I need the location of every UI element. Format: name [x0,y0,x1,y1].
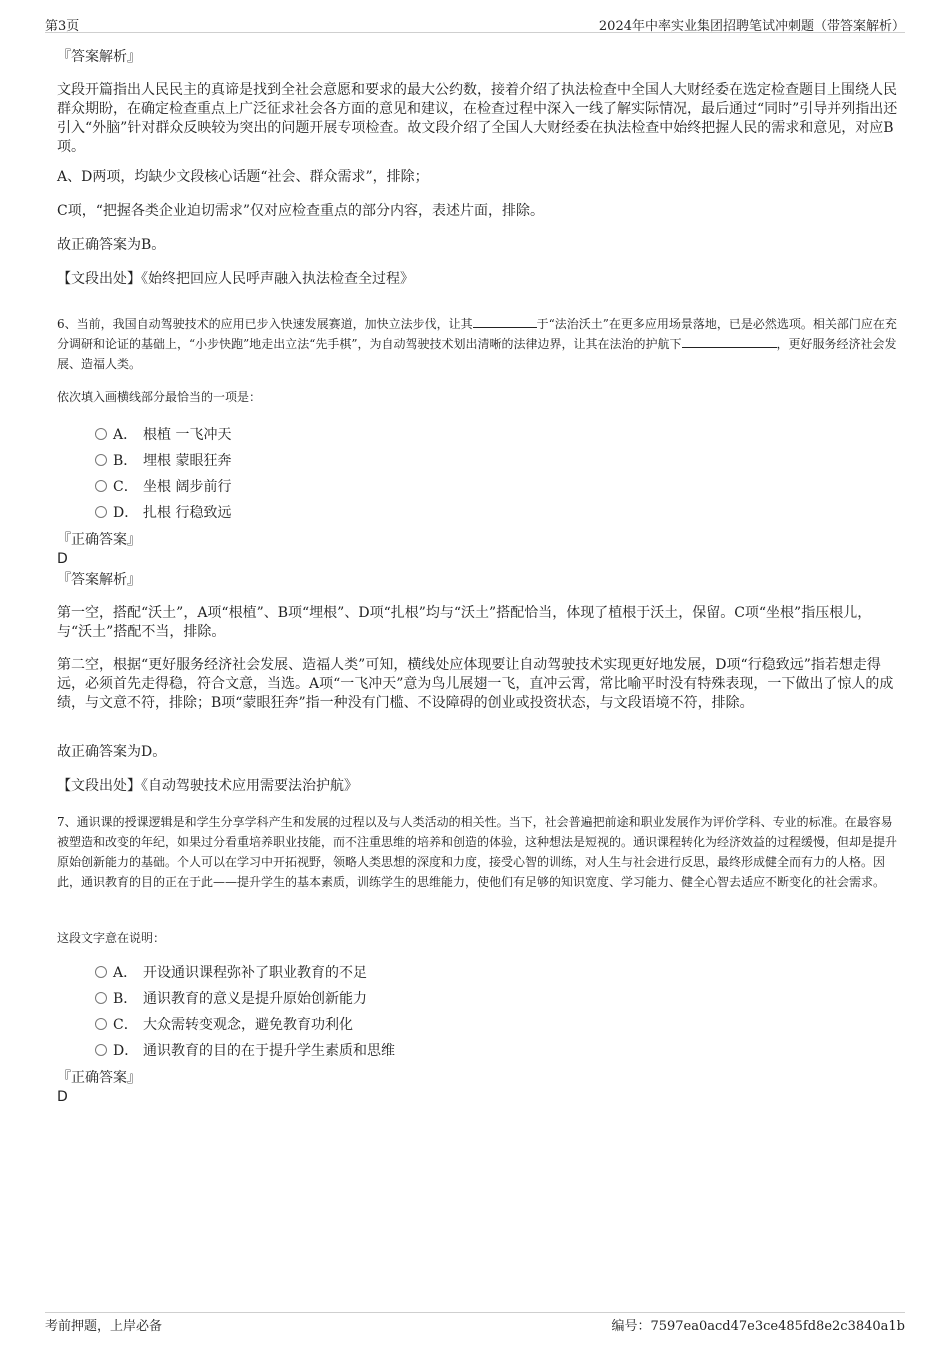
q6-option-d-text: 扎根 行稳致远 [143,505,232,521]
radio-icon[interactable] [95,506,107,518]
q5-analysis-p4: 故正确答案为B。 [57,237,166,253]
q6-stem [57,314,899,374]
document-title: 2024年中率实业集团招聘笔试冲刺题（带答案解析） [598,19,905,34]
q7-prompt: 这段文字意在说明： [57,931,166,945]
q5-analysis-p1: 文段开篇指出人民民主的真谛是找到全社会意愿和要求的最大公约数，接着介绍了执法检查中全国人大财经委在选定检查题目上围绕人民群众期盼，在确定检查重点上广泛征求社会各方面的意见和建议，在检查过程中深入一线了解实际情况，最后通过“同时”引导并列指出还引入“外脑”针对群众反映较为突出的问题开展专项检查。故文段介绍了全国人大财经委在执法检查中始终把握人民的需求和意见，对应B项。 [57,82,898,155]
radio-icon[interactable] [95,428,107,440]
q6-analysis-p1: 第一空，搭配“沃土”，A项“根植”、B项“埋根”、D项“扎根”均与“沃土”搭配恰当，体现了植根于沃土，保留。C项“坐根”指压根儿，与“沃土”搭配不当，排除。 [57,605,872,640]
q5-analysis-heading: 『答案解析』 [57,49,141,65]
q6-stem-part3: ，更好服务经济社会发展、造福人类。 [57,337,897,371]
q6-option-c[interactable]: C． 坐根 阔步前行 [95,476,231,496]
q7-option-c-text: 大众需转变观念，避免教育功利化 [143,1017,353,1033]
q6-option-d[interactable]: D． 扎根 行稳致远 [95,502,231,522]
q6-option-b[interactable]: B． 埋根 蒙眼狂奔 [95,450,231,470]
q6-option-a[interactable]: A． 根植 一飞冲天 [95,424,231,444]
q7-option-a-text: 开设通识课程弥补了职业教育的不足 [143,965,367,981]
q6-answer-heading: 『正确答案』 [57,532,141,548]
q7-option-b[interactable]: B． 通识教育的意义是提升原始创新能力 [95,988,367,1008]
q6-stem-part1: 6、当前，我国自动驾驶技术的应用已步入快速发展赛道，加快立法步伐，让其 [57,317,473,331]
radio-icon[interactable] [95,454,107,466]
q6-option-c-text: 坐根 阔步前行 [143,479,232,495]
q5-source: 【文段出处】《始终把回应人民呼声融入执法检查全过程》 [57,271,414,287]
page-header [45,12,905,33]
q5-analysis-p2: A、D两项，均缺少文段核心话题“社会、群众需求”，排除； [57,169,429,185]
q6-analysis-p2: 第二空，根据“更好服务经济社会发展、造福人类”可知，横线处应体现要让自动驾驶技术实现更好地发展，D项“行稳致远”指若想走得远，必须首先走得稳，符合文意，当选。A项“一飞冲天”意为鸟儿展翅一飞，直冲云霄，常比喻平时没有特殊表现，一下做出了惊人的成绩，与文意不符，排除；B项“蒙眼狂奔”指一种没有门槛、不设障碍的创业或投资状态，与文段语境不符，排除。 [57,657,894,711]
radio-icon[interactable] [95,1018,107,1030]
document-id: 编号：7597ea0acd47e3ce485fd8e2c3840a1b [611,1319,905,1334]
page-footer [45,1312,905,1333]
radio-icon[interactable] [95,992,107,1004]
q6-option-a-text: 根植 一飞冲天 [143,427,232,443]
q6-stem-part2: 于“法治沃土”在更多应用场景落地，已是必然选项。相关部门应在充分调研和论证的基础上，“小步快跑”地走出立法“先手棋”，为自动驾驶技术划出清晰的法律边界，让其在法治的护航下 [57,317,897,351]
q7-option-a[interactable]: A． 开设通识课程弥补了职业教育的不足 [95,962,367,982]
q6-blank-2 [682,335,777,348]
q7-answer-heading: 『正确答案』 [57,1070,141,1086]
q6-blank-1 [473,315,537,328]
radio-icon[interactable] [95,1044,107,1056]
q6-analysis-p3: 故正确答案为D。 [57,744,167,760]
q7-option-c[interactable]: C． 大众需转变观念，避免教育功利化 [95,1014,353,1034]
q6-prompt: 依次填入画横线部分最恰当的一项是： [57,390,262,404]
page-number: 第3页 [45,19,80,34]
q7-option-b-text: 通识教育的意义是提升原始创新能力 [143,991,367,1007]
radio-icon[interactable] [95,480,107,492]
radio-icon[interactable] [95,966,107,978]
q7-stem: 7、通识课的授课逻辑是和学生分享学科产生和发展的过程以及与人类活动的相关性。当下，社会普遍把前途和职业发展作为评价学科、专业的标准。在最容易被塑造和改变的年纪，如果过分看重培养职业技能，而不注重思维的培养和创造的体验，这种想法是短视的。通识课程转化为经济效益的过程缓慢，但却是提升原始创新能力的基础。个人可以在学习中开拓视野，领略人类思想的深度和力度，接受心智的训练，对人生与社会进行反思，最终形成健全而有力的人格。因此，通识教育的目的正在于此——提升学生的基本素质，训练学生的思维能力，使他们有足够的知识宽度、学习能力、健全心智去适应不断变化的社会需求。 [57,815,898,889]
q7-option-d-text: 通识教育的目的在于提升学生素质和思维 [143,1043,395,1059]
q6-source: 【文段出处】《自动驾驶技术应用需要法治护航》 [57,778,358,794]
q6-answer: D [57,551,68,567]
q6-analysis-heading: 『答案解析』 [57,572,141,588]
q6-option-b-text: 埋根 蒙眼狂奔 [143,453,232,469]
q7-answer: D [57,1089,68,1105]
q7-option-d[interactable]: D． 通识教育的目的在于提升学生素质和思维 [95,1040,395,1060]
footer-slogan: 考前押题，上岸必备 [45,1319,163,1334]
q5-analysis-p3: C项，“把握各类企业迫切需求”仅对应检查重点的部分内容，表述片面，排除。 [57,203,545,219]
